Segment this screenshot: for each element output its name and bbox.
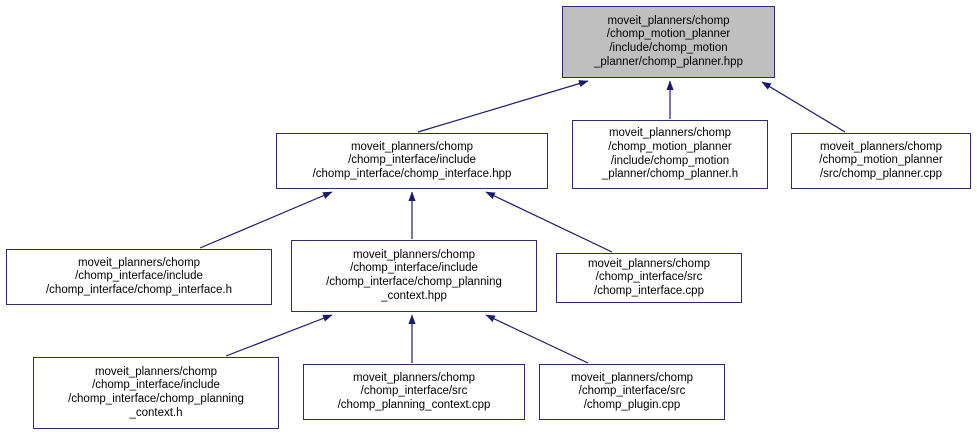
node-line: _planner/chomp_planner.hpp <box>594 55 743 68</box>
node-line: moveit_planners/chomp <box>352 371 476 384</box>
node-chomp-interface-hpp[interactable] <box>276 133 548 189</box>
node-line: moveit_planners/chomp <box>350 140 474 153</box>
node-line: /chomp_interface/chomp_interface.hpp <box>312 167 512 180</box>
node-line: moveit_planners/chomp <box>77 256 201 269</box>
node-chomp-planner-hpp[interactable] <box>562 6 775 78</box>
node-line: /chomp_interface/include <box>92 379 220 392</box>
node-line: /chomp_interface/chomp_planning <box>326 276 502 288</box>
node-line: /chomp_interface/chomp_interface.h <box>45 283 233 296</box>
node-line: moveit_planners/chomp <box>819 140 943 153</box>
node-chomp-planning-context-cpp[interactable] <box>303 364 525 420</box>
node-line: moveit_planners/chomp <box>352 248 476 261</box>
node-line: moveit_planners/chomp <box>94 365 218 378</box>
node-line: /chomp_interface/src <box>360 385 468 398</box>
node-chomp-planning-context-h[interactable] <box>33 357 279 429</box>
node-chomp-planner-cpp[interactable] <box>791 133 971 189</box>
node-line: /src/chomp_planner.cpp <box>819 167 943 180</box>
node-line: /chomp_interface.cpp <box>594 284 704 297</box>
node-line: /chomp_motion_planner <box>608 140 732 153</box>
node-line: moveit_planners/chomp <box>570 371 694 384</box>
node-line: /chomp_interface/include <box>350 262 478 275</box>
node-chomp-planner-h[interactable] <box>572 120 768 189</box>
node-line: _context.hpp <box>381 289 447 302</box>
edge-chomp_planner_cpp-to-chomp_planner_hpp <box>762 82 845 132</box>
node-line: /chomp_plugin.cpp <box>583 398 681 411</box>
node-line: moveit_planners/chomp <box>608 127 732 140</box>
node-line: _context.h <box>129 406 183 419</box>
node-line: /chomp_planning_context.cpp <box>337 398 491 411</box>
node-chomp-planning-context-hpp[interactable] <box>291 240 537 312</box>
node-line: /chomp_motion_planner <box>606 28 731 41</box>
node-line: /chomp_interface/src <box>595 271 703 284</box>
node-line: /include/chomp_motion <box>609 42 728 54</box>
node-line: _planner/chomp_planner.h <box>601 168 739 181</box>
node-line: moveit_planners/chomp <box>587 257 711 270</box>
node-line: /chomp_motion_planner <box>819 154 943 167</box>
edge-chomp_interface_hpp-to-chomp_planner_hpp <box>418 81 588 132</box>
node-line: /chomp_interface/include <box>348 154 476 167</box>
node-line: moveit_planners/chomp <box>607 14 730 27</box>
node-chomp-plugin-cpp[interactable] <box>539 364 725 420</box>
node-line: /include/chomp_motion <box>610 154 730 167</box>
edge-chomp_plugin_cpp-to-chomp_planning_context_hpp <box>486 315 588 363</box>
node-line: /chomp_interface/chomp_planning <box>68 393 244 405</box>
edge-chomp_planning_context_h-to-chomp_planning_context_hpp <box>226 315 332 356</box>
node-chomp-interface-cpp[interactable] <box>556 253 742 303</box>
node-line: /chomp_interface/include <box>75 270 203 283</box>
node-chomp-interface-h[interactable] <box>6 249 272 305</box>
node-line: /chomp_interface/src <box>578 385 686 398</box>
